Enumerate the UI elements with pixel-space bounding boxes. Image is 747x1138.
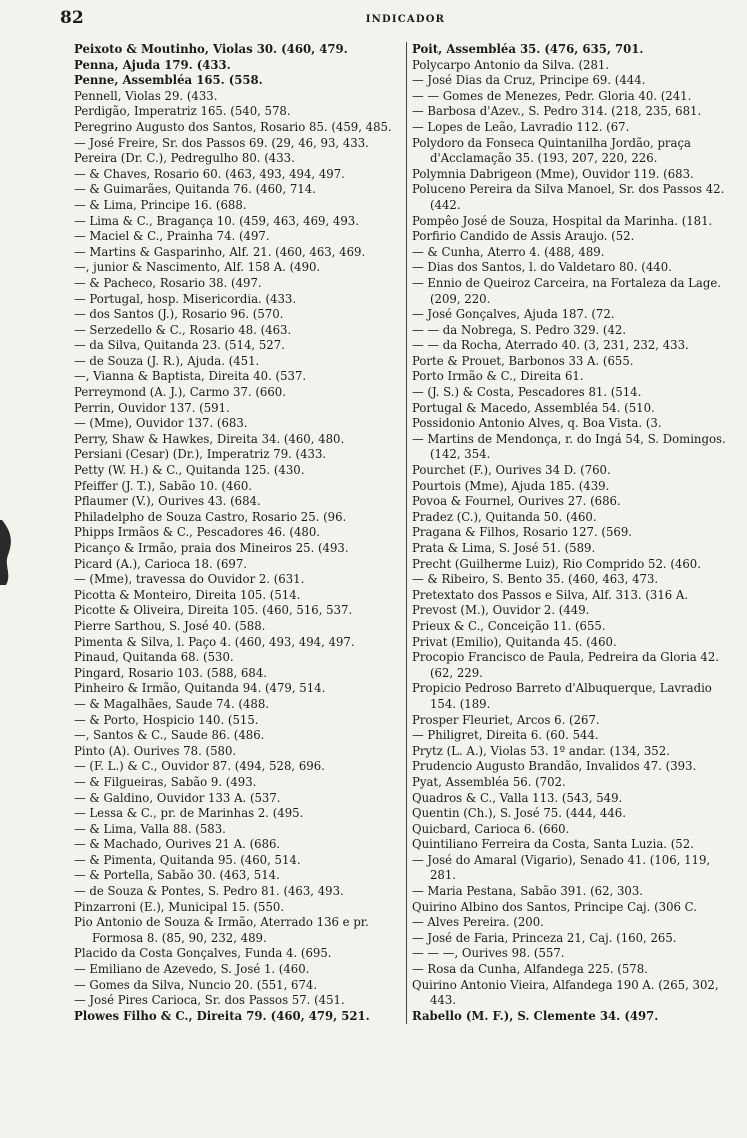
index-entry: Perry, Shaw & Hawkes, Direita 34. (460, 480. [74, 431, 345, 446]
index-entry: Porto Irmão & C., Direita 61. [412, 369, 584, 384]
index-entry: — (F. L.) & C., Ouvidor 87. (494, 528, 696. [74, 759, 325, 774]
index-entry: Possidonio Antonio Alves, q. Boa Vista. (3. [412, 416, 662, 431]
index-entry: Pingard, Rosario 103. (588, 684. [74, 665, 268, 680]
index-entry: Placido da Costa Gonçalves, Funda 4. (695. [74, 946, 332, 961]
index-entry: — — da Nobrega, S. Pedro 329. (42. [412, 322, 627, 337]
index-entry: Peregrino Augusto dos Santos, Rosario 85. (459, 485. [74, 119, 392, 134]
index-entry: Pflaumer (V.), Ourives 43. (684. [74, 494, 261, 509]
index-entry: — & Porto, Hospicio 140. (515. [74, 712, 259, 727]
index-entry: Pretextato dos Passos e Silva, Alf. 313. (316 A. [412, 587, 689, 602]
index-entry: —, Vianna & Baptista, Direita 40. (537. [74, 369, 307, 384]
index-entry: Prytz (L. A.), Violas 53. 1º andar. (134, 352. [412, 743, 670, 758]
index-entry: — — —, Ourives 98. (557. [412, 946, 565, 961]
index-entry: Persiani (Cesar) (Dr.), Imperatriz 79. (433. [74, 447, 327, 462]
index-entry: — Lessa & C., pr. de Marinhas 2. (495. [74, 806, 304, 821]
page-number: 82 [60, 8, 84, 28]
running-head: INDICADOR [365, 14, 446, 25]
binding-shadow-mark [0, 510, 18, 590]
index-entry: — Emiliano de Azevedo, S. José 1. (460. [74, 962, 310, 977]
index-entry: — Lima & C., Bragança 10. (459, 463, 469, 493. [74, 213, 359, 228]
index-entry: — & Chaves, Rosario 60. (463, 493, 494, 497. [74, 166, 345, 181]
index-entry: — Maciel & C., Prainha 74. (497. [74, 229, 270, 244]
index-entry: Picanço & Irmão, praia dos Mineiros 25. (493. [74, 541, 349, 555]
index-entry: — Portugal, hosp. Misericordia. (433. [74, 291, 297, 306]
index-entry: Perdigão, Imperatriz 165. (540, 578. [74, 104, 291, 119]
index-entry: — Serzedello & C., Rosario 48. (463. [74, 322, 292, 337]
index-entry: Pradez (C.), Quitanda 50. (460. [412, 509, 597, 524]
index-entry: Prieux & C., Conceição 11. (655. [412, 618, 606, 633]
index-entry: — (Mme), travessa do Ouvidor 2. (631. [74, 572, 305, 587]
index-entry: — José de Faria, Princeza 21, Caj. (160, 265. [412, 930, 677, 945]
index-entry: — Barbosa d'Azev., S. Pedro 314. (218, 235, 681. [412, 104, 702, 119]
index-entry: — & Guimarães, Quitanda 76. (460, 714. [74, 182, 316, 197]
index-entry: — & Lima, Valla 88. (583. [74, 821, 226, 836]
index-entry: — Dias dos Santos, l. do Valdetaro 80. (440. [412, 260, 672, 275]
index-entry: Pinheiro & Irmão, Quitanda 94. (479, 514. [74, 681, 326, 696]
index-entry: Pfeiffer (J. T.), Sabão 10. (460. [74, 478, 252, 493]
index-entry: Plowes Filho & C., Direita 79. (460, 479, 521. [74, 1008, 370, 1023]
index-entry: — da Silva, Quitanda 23. (514, 527. [74, 338, 285, 353]
index-entry: — Maria Pestana, Sabão 391. (62, 303. [412, 884, 643, 899]
index-entry: — & Filgueiras, Sabão 9. (493. [74, 774, 257, 789]
index-entry: Pinto (A). Ourives 78. (580. [74, 743, 237, 758]
index-entry: — & Galdino, Ouvidor 133 A. (537. [74, 790, 281, 805]
index-entry: — dos Santos (J.), Rosario 96. (570. [74, 307, 284, 322]
two-column-index [74, 42, 737, 1024]
index-entry: Philadelpho de Souza Castro, Rosario 25. (96. [74, 509, 347, 524]
index-entry: Privat (Emilio), Quitanda 45. (460. [412, 634, 617, 649]
index-entry: — & Magalhães, Saude 74. (488. [74, 696, 269, 711]
index-entry: Perreymond (A. J.), Carmo 37. (660. [74, 385, 286, 400]
index-entry: Pereira (Dr. C.), Pedregulho 80. (433. [74, 151, 295, 166]
index-entry: Quentin (Ch.), S. José 75. (444, 446. [412, 806, 626, 821]
index-entry: — Ennio de Queiroz Carceira, na Fortaleza da Lage. (209, 220. [412, 275, 722, 306]
index-entry: Procopio Francisco de Paula, Pedreira da Gloria 42. (62, 229. [412, 650, 720, 680]
index-entry: —, junior & Nascimento, Alf. 158 A. (490. [74, 260, 321, 275]
index-entry: Phipps Irmãos & C., Pescadores 46. (480. [74, 525, 320, 540]
index-entry: Precht (Guilherme Luiz), Rio Comprido 52. (460. [412, 556, 701, 571]
left-column [74, 42, 404, 1024]
index-entry: Quirino Antonio Vieira, Alfandega 190 A. (265, 302, 443. [412, 977, 719, 1008]
index-entry: Petty (W. H.) & C., Quitanda 125. (430. [74, 463, 305, 478]
index-entry: Prevost (M.), Ouvidor 2. (449. [412, 603, 590, 618]
index-entry: — & Cunha, Aterro 4. (488, 489. [412, 244, 605, 259]
index-entry: — & Lima, Principe 16. (688. [74, 197, 247, 212]
index-entry: Prosper Fleuriet, Arcos 6. (267. [412, 712, 600, 727]
index-entry: Pinzarroni (E.), Municipal 15. (550. [74, 899, 285, 914]
index-entry: — José Pires Carioca, Sr. dos Passos 57. (451. [74, 993, 345, 1008]
index-entry: Penne, Assembléa 165. (558. [74, 73, 263, 88]
index-entry: — — Gomes de Menezes, Pedr. Gloria 40. (241. [412, 88, 692, 103]
index-entry: Propicio Pedroso Barreto d'Albuquerque, Lavradio 154. (189. [412, 681, 712, 711]
index-entry: — de Souza (J. R.), Ajuda. (451. [74, 353, 260, 368]
index-entry: — & Ribeiro, S. Bento 35. (460, 463, 473. [412, 572, 659, 587]
index-entry: Pinaud, Quitanda 68. (530. [74, 650, 234, 665]
index-entry: — Alves Pereira. (200. [412, 915, 544, 930]
index-entry: —, Santos & C., Saude 86. (486. [74, 728, 265, 743]
index-entry: Quirino Albino dos Santos, Principe Caj. (306 C. [412, 899, 697, 914]
index-entry: Quicbard, Carioca 6. (660. [412, 821, 570, 836]
index-entry: Polycarpo Antonio da Silva. (281. [412, 57, 610, 72]
index-entry: — Philigret, Direita 6. (60. 544. [412, 728, 599, 743]
index-entry: — José do Amaral (Vigario), Senado 41. (106, 119, 281. [412, 852, 711, 883]
index-entry: — & Machado, Ourives 21 A. (686. [74, 837, 281, 852]
index-entry: Polydoro da Fonseca Quintanilha Jordão, praça d'Acclamação 35. (193, 207, 220, 226. [412, 135, 691, 166]
index-entry: — & Pacheco, Rosario 38. (497. [74, 275, 262, 290]
index-entry: — Gomes da Silva, Nuncio 20. (551, 674. [74, 977, 318, 992]
page-header [60, 6, 737, 42]
index-entry: Pierre Sarthou, S. José 40. (588. [74, 618, 266, 633]
index-entry: — (Mme), Ouvidor 137. (683. [74, 416, 248, 431]
index-entry: Peixoto & Moutinho, Violas 30. (460, 479. [74, 42, 348, 56]
index-entry: — José Gonçalves, Ajuda 187. (72. [412, 307, 615, 322]
index-entry: Pio Antonio de Souza & Irmão, Aterrado 136 e pr. Formosa 8. (85, 90, 232, 489. [74, 915, 369, 945]
index-entry: Pourtois (Mme), Ajuda 185. (439. [412, 478, 610, 493]
index-entry: Poluceno Pereira da Silva Manoel, Sr. dos Passos 42. (442. [412, 182, 725, 212]
index-entry: Pennell, Violas 29. (433. [74, 88, 218, 103]
index-entry: Povoa & Fournel, Ourives 27. (686. [412, 494, 621, 509]
index-entry: Rabello (M. F.), S. Clemente 34. (497. [412, 1008, 659, 1023]
index-entry: Porte & Prouet, Barbonos 33 A. (655. [412, 353, 634, 368]
index-entry: Quintiliano Ferreira da Costa, Santa Luzia. (52. [412, 837, 694, 852]
index-entry: — — da Rocha, Aterrado 40. (3, 231, 232, 433. [412, 338, 689, 353]
index-entry: — de Souza & Pontes, S. Pedro 81. (463, 493. [74, 884, 344, 899]
index-entry: — & Pimenta, Quitanda 95. (460, 514. [74, 852, 301, 867]
index-entry: Prudencio Augusto Brandão, Invalidos 47. (393. [412, 759, 697, 774]
index-entry: — Lopes de Leão, Lavradio 112. (67. [412, 119, 630, 134]
index-entry: Quadros & C., Valla 113. (543, 549. [412, 790, 623, 805]
index-entry: Pourchet (F.), Ourives 34 D. (760. [412, 463, 611, 478]
index-entry: — Rosa da Cunha, Alfandega 225. (578. [412, 962, 648, 977]
index-entry: Polymnia Dabrigeon (Mme), Ouvidor 119. (683. [412, 166, 694, 181]
index-entry: Poit, Assembléa 35. (476, 635, 701. [412, 42, 644, 56]
index-entry: Picotte & Oliveira, Direita 105. (460, 516, 537. [74, 603, 353, 618]
right-column [406, 42, 736, 1024]
index-entry: Pompêo José de Souza, Hospital da Marinha. (181. [412, 213, 713, 228]
index-entry: Penna, Ajuda 179. (433. [74, 57, 231, 72]
index-entry: — José Dias da Cruz, Principe 69. (444. [412, 73, 646, 88]
index-entry: Pyat, Assembléa 56. (702. [412, 774, 566, 789]
index-entry: — (J. S.) & Costa, Pescadores 81. (514. [412, 385, 642, 400]
index-entry: Prata & Lima, S. José 51. (589. [412, 541, 596, 555]
index-entry: — & Portella, Sabão 30. (463, 514. [74, 868, 280, 883]
index-entry: Picard (A.), Carioca 18. (697. [74, 556, 247, 571]
index-entry: Portugal & Macedo, Assembléa 54. (510. [412, 400, 655, 415]
index-entry: Picotta & Monteiro, Direita 105. (514. [74, 587, 301, 602]
index-entry: — Martins & Gasparinho, Alf. 21. (460, 463, 469. [74, 244, 366, 259]
index-entry: — Martins de Mendonça, r. do Ingá 54, S. Domingos. (142, 354. [412, 431, 726, 462]
index-entry: Perrin, Ouvidor 137. (591. [74, 400, 230, 415]
index-entry: Porfirio Candido de Assis Araujo. (52. [412, 229, 635, 244]
index-entry: Pragana & Filhos, Rosario 127. (569. [412, 525, 632, 540]
index-entry: Pimenta & Silva, l. Paço 4. (460, 493, 494, 497. [74, 634, 355, 649]
index-entry: — José Freire, Sr. dos Passos 69. (29, 46, 93, 433. [74, 135, 369, 150]
